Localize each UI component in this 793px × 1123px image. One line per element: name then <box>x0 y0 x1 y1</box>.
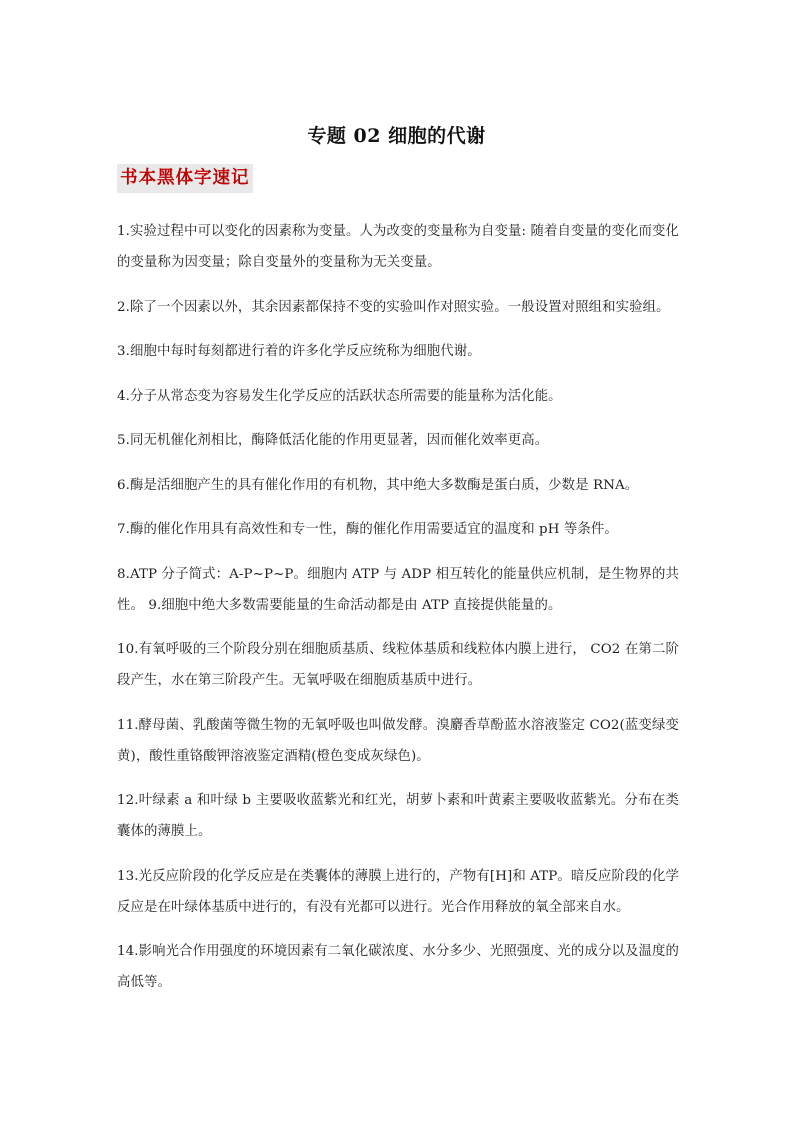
fact-item-3: 3.细胞中每时每刻都进行着的许多化学反应统称为细胞代谢。 <box>117 344 481 359</box>
section-heading: 书本黑体字速记 <box>117 164 253 193</box>
fact-item-11: 11.酵母菌、乳酸菌等微生物的无氧呼吸也叫做发酵。溴麝香草酚蓝水溶液鉴定 CO2(蓝变绿变黄)，酸性重铬酸钾溶液鉴定酒精(橙色变成灰绿色)。 <box>117 717 679 764</box>
fact-item-4: 4.分子从常态变为容易发生化学反应的活跃状态所需要的能量称为活化能。 <box>117 388 562 404</box>
fact-item-2: 2.除了一个因素以外，其余因素都保持不变的实验叫作对照实验。一般设置对照组和实验组。 <box>117 299 670 315</box>
fact-item-7: 7.酶的催化作用具有高效性和专一性，酶的催化作用需要适宜的温度和 pH 等条件。 <box>117 522 618 537</box>
fact-item-12: 12.叶绿素 a 和叶绿 b 主要吸收蓝紫光和红光，胡萝卜素和叶黄素主要吸收蓝紫光。分布在类囊体的薄膜上。 <box>117 793 679 839</box>
fact-item-5: 5.同无机催化剂相比，酶降低活化能的作用更显著，因而催化效率更高。 <box>117 433 549 448</box>
fact-item-6: 6.酶是活细胞产生的具有催化作用的有机物，其中绝大多数酶是蛋白质，少数是 RNA。 <box>117 477 639 493</box>
fact-item-8: 8.ATP 分子简式：A-P~P~P。细胞内 ATP 与 ADP 相互转化的能量供应机制，是生物界的共性。 9.细胞中绝大多数需要能量的生命活动都是由 ATP 直接提供能量的。 <box>117 566 679 613</box>
fact-item-1: 1.实验过程中可以变化的因素称为变量。人为改变的变量称为自变量: 随着自变量的变化而变化的变量称为因变量；除自变量外的变量称为无关变量。 <box>117 224 679 270</box>
fact-item-13: 13.光反应阶段的化学反应是在类囊体的薄膜上进行的，产物有[H]和 ATP。暗反应阶段的化学反应是在叶绿体基质中进行的，有没有光都可以进行。光合作用释放的氧全部来自水。 <box>117 868 679 915</box>
fact-item-10: 10.有氧呼吸的三个阶段分别在细胞质基质、线粒体基质和线粒体内膜上进行， CO2 在第二阶段产生，水在第三阶段产生。无氧呼吸在细胞质基质中进行。 <box>117 642 679 688</box>
fact-item-14: 14.影响光合作用强度的环境因素有二氧化碳浓度、水分多少、光照强度、光的成分以及温度的高低等。 <box>117 944 679 990</box>
fact-list <box>117 216 679 1012</box>
document-title: 专题 02 细胞的代谢 <box>307 125 486 147</box>
